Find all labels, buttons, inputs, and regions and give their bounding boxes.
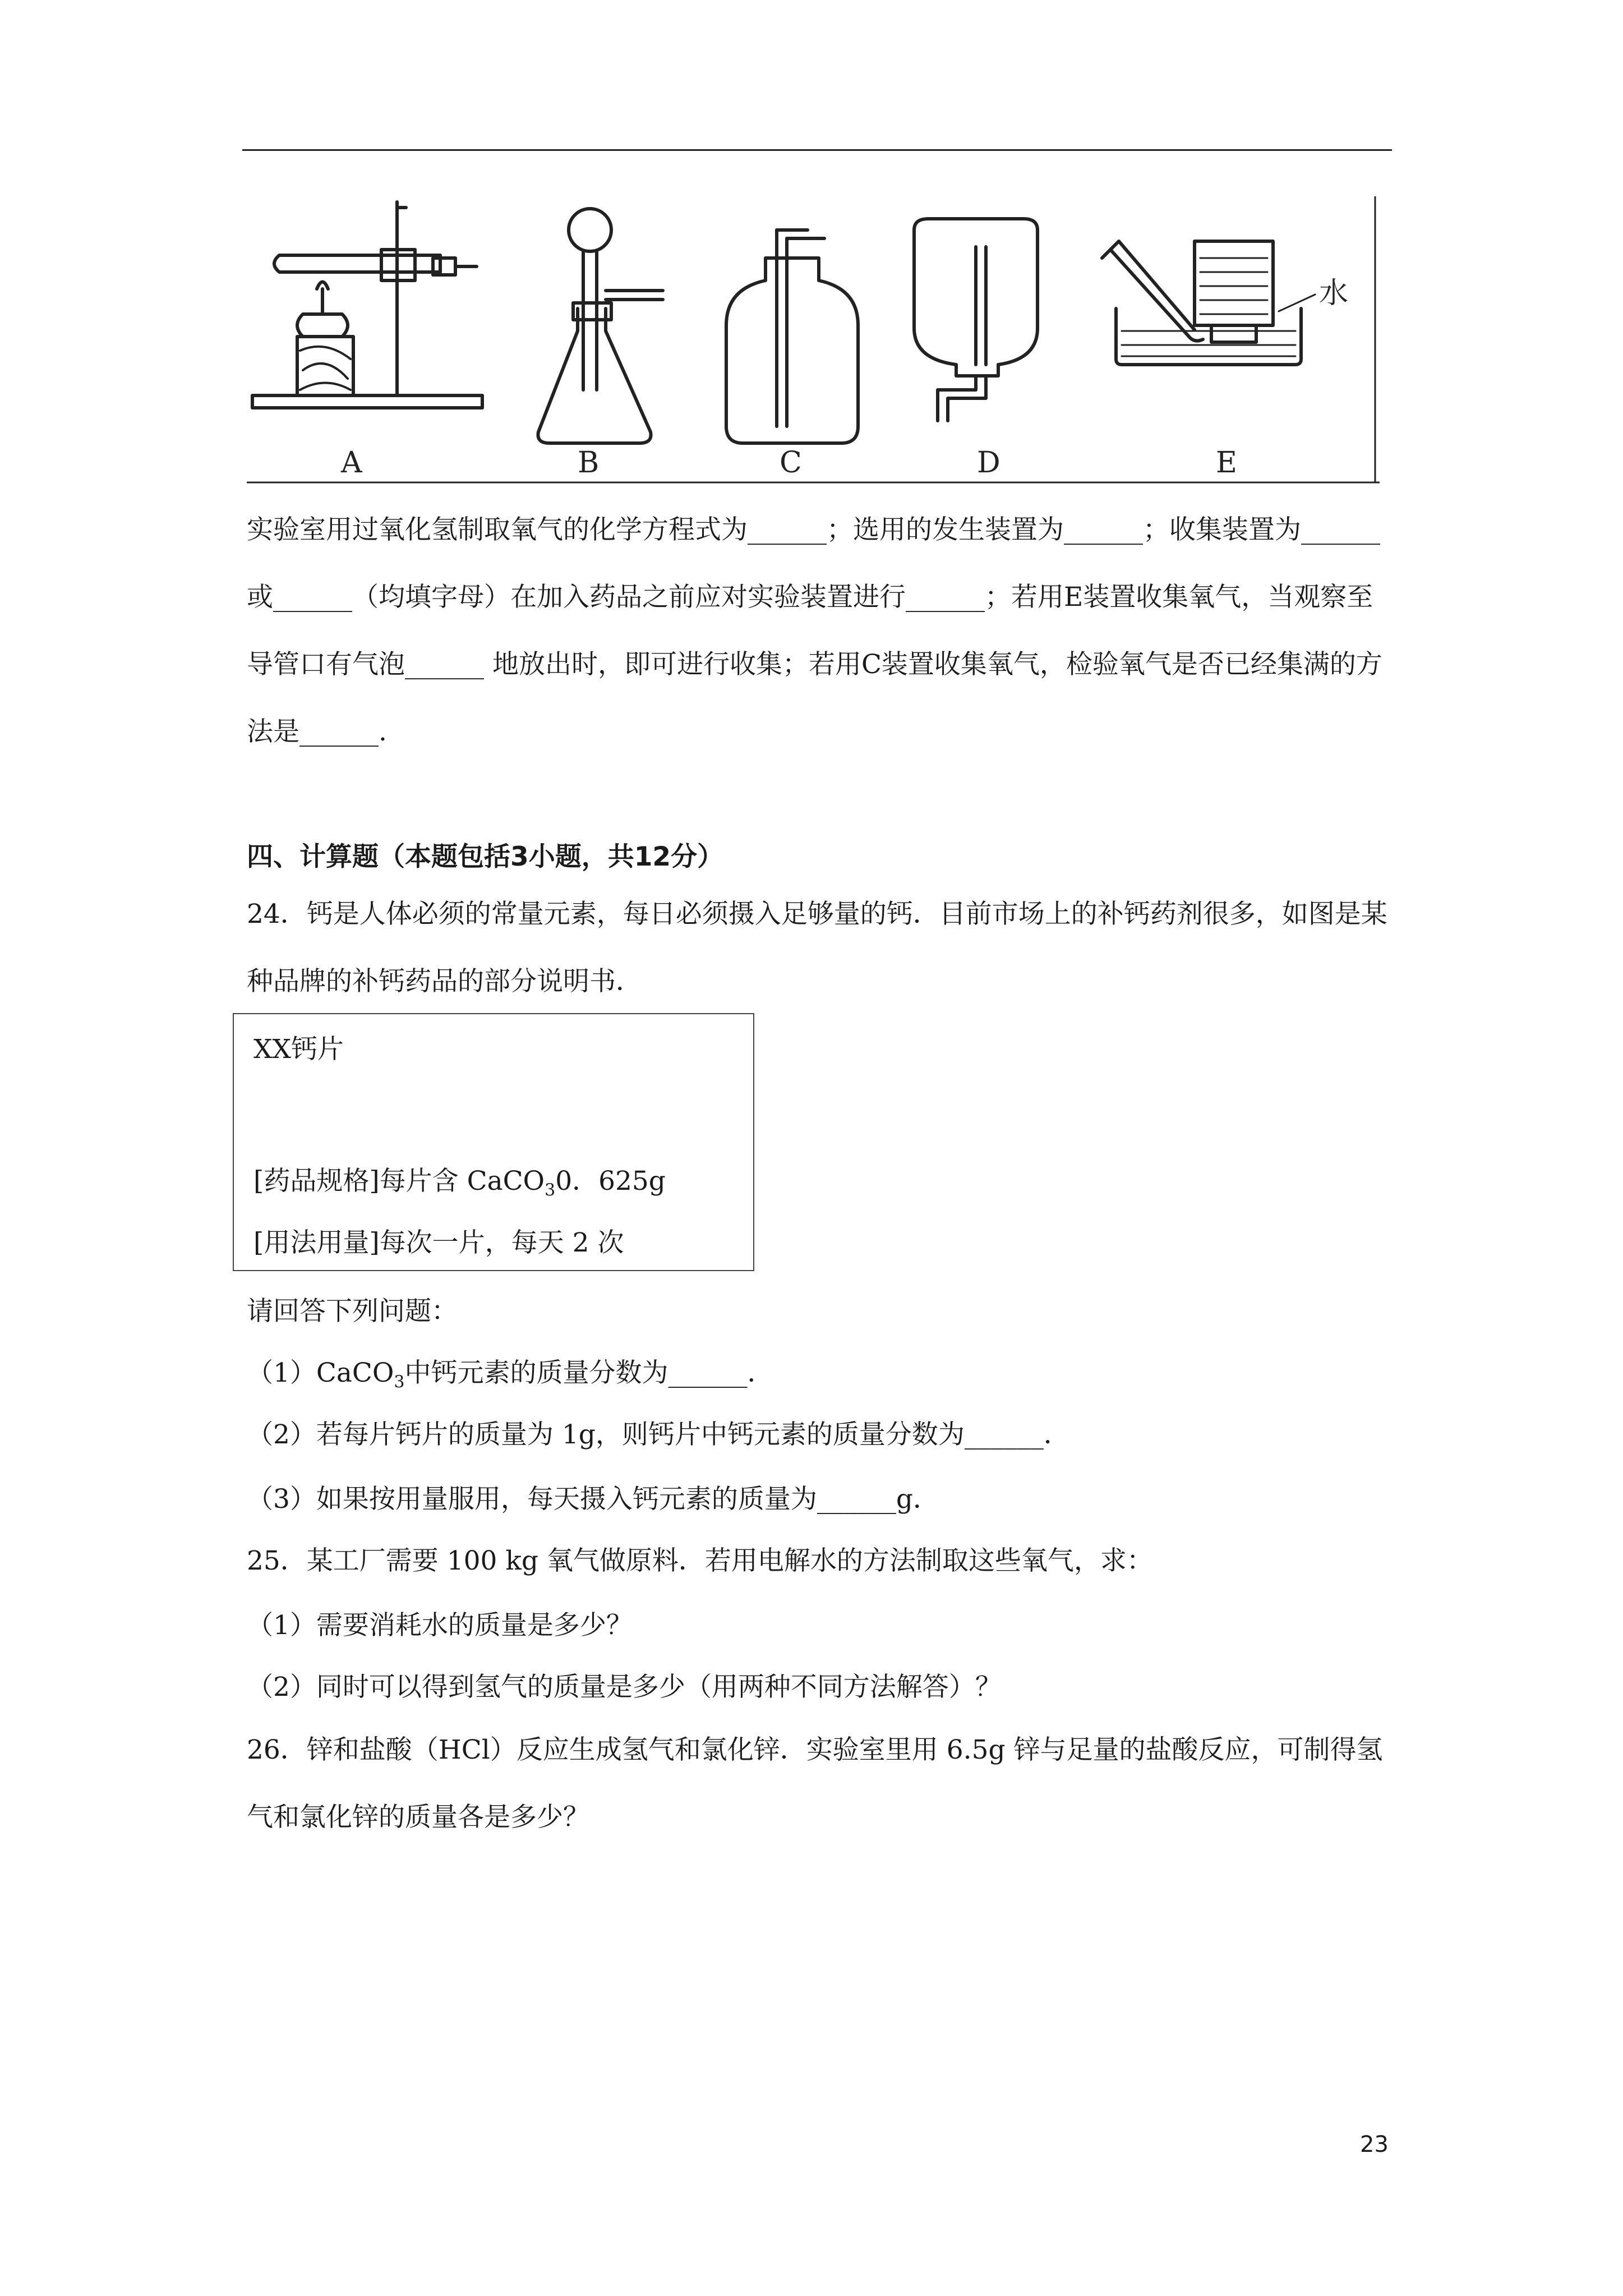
q25-sub1: （1）需要消耗水的质量是多少？	[247, 1610, 633, 1641]
label-usage: [用法用量]每次一片，每天 2 次	[253, 1227, 624, 1258]
q24-prompt: 请回答下列问题：	[247, 1296, 458, 1327]
label-title: XX钙片	[253, 1034, 344, 1065]
label-spec	[253, 1160, 666, 1200]
page-number: 23	[1360, 2132, 1389, 2157]
header-rule	[242, 149, 1392, 151]
label-spec-subscript: 3	[545, 1180, 556, 1200]
q23-paragraph: 实验室用过氧化氢制取氧气的化学方程式为______；选用的发生装置为______；收集装置为______ 或______（均填字母）在加入药品之前应对实验装置进行______；若用E装置收集氧气，当观察至导管口有气泡______ 地放出时，即可进行收集；若用C装置收集氧气，检验氧气是否已经集满的方法是______.	[247, 514, 1382, 747]
label-water: 水	[1319, 277, 1349, 310]
q24-sub1-subscript: 3	[394, 1372, 405, 1392]
label-b: B	[578, 446, 600, 480]
apparatus-d-inverted-bottle	[914, 219, 1038, 421]
section-heading: 四、计算题（本题包括3小题，共12分）	[247, 841, 724, 872]
q24-sub2: （2）若每片钙片的质量为 1g，则钙片中钙元素的质量分数为______．	[247, 1419, 1070, 1450]
apparatus-figure	[247, 196, 1380, 488]
label-d: D	[977, 446, 1000, 480]
label-a: A	[341, 446, 362, 480]
q24-sub1-suffix: 中钙元素的质量分数为______．	[404, 1358, 774, 1388]
label-e: E	[1216, 446, 1237, 480]
q24-stem: 24．钙是人体必须的常量元素，每日必须摄入足够量的钙．目前市场上的补钙药剂很多，如图是某种品牌的补钙药品的部分说明书．	[247, 899, 1387, 997]
apparatus-a-heating	[252, 202, 482, 408]
apparatus-c-bottle	[726, 230, 858, 443]
label-spec-prefix: [药品规格]每片含 CaCO	[253, 1166, 545, 1197]
label-c: C	[780, 446, 802, 480]
label-spec-suffix: 0．625g	[555, 1166, 666, 1197]
q24-sub1-prefix: （1）CaCO	[247, 1358, 394, 1388]
q25-stem: 25．某工厂需要 100 kg 氧气做原料．若用电解水的方法制取这些氧气，求：	[247, 1545, 1153, 1576]
q24-sub1	[247, 1352, 773, 1392]
q25-sub2: （2）同时可以得到氢气的质量是多少（用两种不同方法解答）？	[247, 1672, 1002, 1703]
q24-sub3: （3）如果按用量服用，每天摄入钙元素的质量为______g．	[247, 1484, 939, 1515]
apparatus-e-water-trough	[1102, 241, 1315, 365]
medicine-label-box	[233, 1013, 754, 1271]
apparatus-b-flask	[538, 209, 663, 443]
q26-stem: 26．锌和盐酸（HCl）反应生成氢气和氯化锌．实验室里用 6.5g 锌与足量的盐酸反应，可制得氢气和氯化锌的质量各是多少？	[247, 1734, 1383, 1833]
